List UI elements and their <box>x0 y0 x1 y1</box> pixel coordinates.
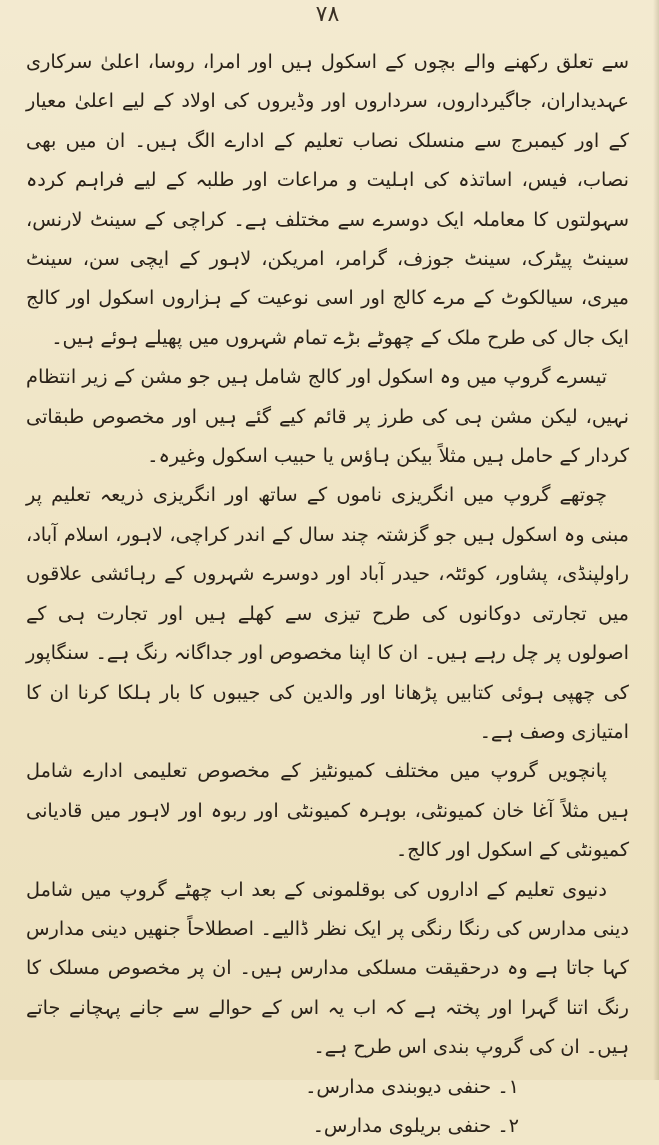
list-item: ۱۔ حنفی دیوبندی مدارس۔ <box>305 1074 519 1098</box>
paragraph-third-group: تیسرے گروپ میں وہ اسکول اور کالج شامل ہیں جو مشن کے زیر انتظام نہیں، لیکن مشن ہی کی طرز پر قائم کیے گئے ہیں اور مخصوص طبقاتی کردار کے حامل ہیں مثلاً بیکن ہاؤس یا حبیب اسکول وغیرہ۔ <box>26 365 629 468</box>
paragraph-schools-elite: سے تعلق رکھنے والے بچوں کے اسکول ہیں اور امرا، روسا، اعلیٰ سرکاری عہدیداران، جاگیرداروں، سرداروں اور وڈیروں کی اولاد کے لیے اعلیٰ معیار کے اور کیمبرج سے منسلک نصاب تعلیم کے ادارے الگ ہیں۔ ان میں بھی نصاب، فیس، اساتذہ کی اہلیت و مراعات اور طلبہ کے لیے فراہم کردہ سہولتوں کا معاملہ ایک دوسرے سے مختلف ہے۔ کراچی کے سینٹ لارنس، سینٹ پیٹرک، سینٹ جوزف، گرامر، امریکن، لاہور کے ایچی سن، سینٹ میری، سیالکوٹ کے مرے کالج اور اسی نوعیت کے ہزاروں اسکول اور کالج ایک جال کی طرح ملک کے چھوٹے بڑے تمام شہروں میں پھیلے ہوئے ہیں۔ <box>26 50 629 349</box>
paragraph-fifth-group: پانچویں گروپ میں مختلف کمیونٹیز کے مخصوص تعلیمی ادارے شامل ہیں مثلاً آغا خان کمیونٹی، بوہرہ کمیونٹی اور ربوہ اور لاہور میں قادیانی کمیونٹی کے اسکول اور کالج۔ <box>26 759 629 862</box>
body-text <box>26 42 629 1067</box>
page-number: ۷۸ <box>315 2 340 27</box>
madaris-list <box>26 1067 629 1145</box>
paragraph-sixth-group: دنیوی تعلیم کے اداروں کی بوقلمونی کے بعد اب چھٹے گروپ میں شامل دینی مدارس کی رنگا رنگی پر ایک نظر ڈالیے۔ اصطلاحاً جنھیں دینی مدارس کہا جاتا ہے وہ درحقیقت مسلکی مدارس ہیں۔ ان پر مخصوص مسلک کا رنگ اتنا گہرا اور پختہ ہے کہ اب یہ اس کے حوالے سے جانے پہچانے جاتے ہیں۔ ان کی گروپ بندی اس طرح ہے۔ <box>26 877 629 1059</box>
list-item: ۲۔ حنفی بریلوی مدارس۔ <box>312 1113 519 1137</box>
page-edge-shadow <box>653 0 659 1080</box>
paragraph-fourth-group: چوتھے گروپ میں انگریزی ناموں کے ساتھ اور انگریزی ذریعہ تعلیم پر مبنی وہ اسکول ہیں جو گزشتہ چند سال کے اندر کراچی، لاہور، اسلام آباد، راولپنڈی، پشاور، کوئٹہ، حیدر آباد اور دوسرے شہروں کے رہائشی علاقوں میں تجارتی دوکانوں کی طرح تیزی سے کھلے ہیں اور تجارت ہی کے اصولوں پر چل رہے ہیں۔ ان کا اپنا مخصوص اور جداگانہ رنگ ہے۔ سنگاپور کی چھپی ہوئی کتابیں پڑھانا اور والدین کی جیبوں کا بار ہلکا کرنا ان کا امتیازی وصف ہے۔ <box>26 483 629 743</box>
